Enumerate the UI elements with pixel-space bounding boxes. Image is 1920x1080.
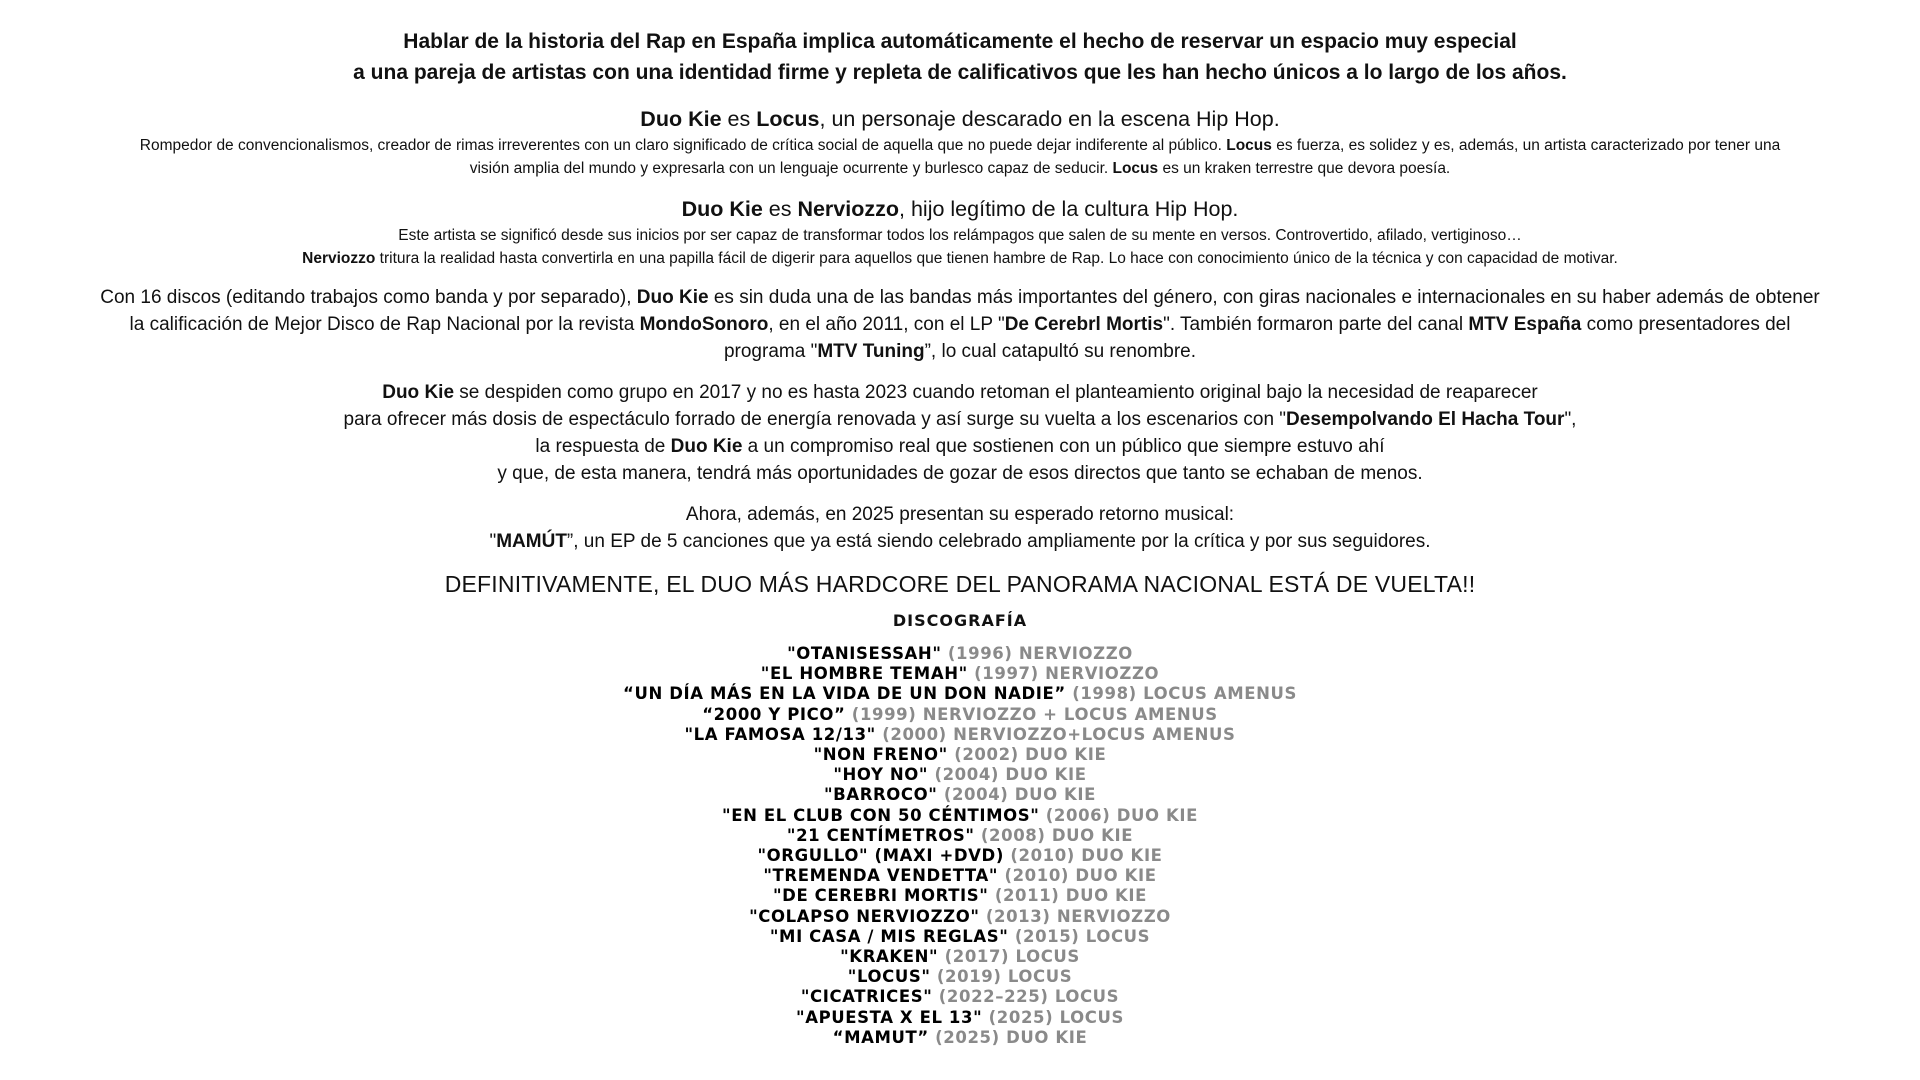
album-year-artist: (2000) NERVIOZZO+LOCUS AMENUS [882, 724, 1236, 744]
album-title: "OTANISESSAH" [787, 644, 942, 663]
discography-item [0, 987, 1920, 1007]
bold-text: Nerviozzo [302, 250, 376, 267]
text: ", [1564, 409, 1577, 430]
album-title: "NON FRENO" [813, 745, 948, 765]
album-year-artist: (2017) LOCUS [944, 947, 1080, 967]
album-year-artist: (2022–225) LOCUS [938, 987, 1120, 1007]
album-title: "APUESTA X EL 13" [796, 1007, 983, 1027]
return-line: y que, de esta manera, tendrá más oportunidades de gozar de esos directos que tanto se echaban de menos. [497, 463, 1423, 484]
discography-item [0, 967, 1920, 987]
text: es fuerza, es solidez y es, además, un artista caracterizado por tener una visión amplia del mundo y expresarla con un lenguaje ocurrente y burlesco capaz de seducir. [469, 137, 1781, 177]
bold-text: Desempolvando El Hacha Tour [1286, 409, 1565, 430]
locus-section [0, 104, 1920, 180]
bold-text: Nerviozzo [797, 197, 900, 221]
intro-text [0, 26, 1920, 88]
discography-item [0, 745, 1920, 765]
album-year-artist: (2025) LOCUS [988, 1007, 1124, 1027]
discography-item [0, 866, 1920, 886]
text: Con 16 discos (editando trabajos como banda y por separado), [100, 287, 637, 308]
ep-line: Ahora, además, en 2025 presentan su esperado retorno musical: [685, 504, 1235, 525]
album-year-artist: (2010) DUO KIE [1004, 866, 1157, 886]
album-year-artist: (2011) DUO KIE [994, 886, 1148, 906]
album-year-artist: (2006) DUO KIE [1045, 805, 1198, 825]
locus-description [0, 134, 1920, 180]
discography-item [0, 927, 1920, 947]
text: se despiden como grupo en 2017 y no es hasta 2023 cuando retoman el planteamiento original bajo la necesidad de reaparecer [454, 382, 1538, 403]
text: es [721, 107, 757, 131]
discography-item [0, 684, 1920, 704]
bold-text: Duo Kie [636, 287, 709, 308]
album-year-artist: (2008) DUO KIE [980, 825, 1134, 845]
album-title: "LOCUS" [847, 967, 931, 987]
album-title: "CICATRICES" [800, 987, 933, 1007]
album-title: "ORGULLO" (MAXI +DVD) [757, 846, 1004, 866]
album-year-artist: (2004) DUO KIE [934, 765, 1087, 785]
album-title: "HOY NO" [833, 765, 929, 785]
bold-text: Locus [1226, 137, 1272, 154]
return-line [100, 433, 1820, 460]
text: ”, lo cual catapultó su renombre. [924, 341, 1197, 362]
album-year-artist: (2019) LOCUS [936, 967, 1073, 987]
album-title: "KRAKEN" [840, 947, 939, 967]
album-year-artist: (2013) NERVIOZZO [985, 906, 1171, 926]
discography-item [0, 846, 1920, 866]
album-title: "BARROCO" [823, 785, 938, 805]
album-title: "EL HOMBRE TEMAH" [760, 664, 968, 684]
album-title: "LA FAMOSA 12/13" [684, 724, 876, 744]
text: ”, un EP de 5 canciones que ya está siendo celebrado ampliamente por la crítica y por sus seguidores. [566, 531, 1431, 552]
album-title: “UN DÍA MÁS EN LA VIDA DE UN DON NADIE” [623, 684, 1066, 704]
locus-heading [0, 104, 1920, 134]
discography-title: DISCOGRAFÍA [892, 611, 1028, 630]
intro-line: a una pareja de artistas con una identidad firme y repleta de calificativos que les han hecho únicos a lo largo de los años. [353, 61, 1567, 84]
return-paragraph [0, 379, 1920, 487]
text: , en el año 2011, con el LP " [768, 314, 1005, 335]
text: es un kraken terrestre que devora poesía. [1158, 160, 1451, 177]
album-title: "DE CEREBRI MORTIS" [772, 886, 989, 906]
album-year-artist: (1996) NERVIOZZO [947, 644, 1133, 663]
discography-item [0, 907, 1920, 927]
discography-item [0, 806, 1920, 826]
discography-item [0, 765, 1920, 785]
return-announcement: DEFINITIVAMENTE, EL DUO MÁS HARDCORE DEL PANORAMA NACIONAL ESTÁ DE VUELTA!! [444, 571, 1476, 597]
discography-list [0, 644, 1920, 1048]
bold-text: MTV Tuning [817, 341, 925, 362]
text: , hijo legítimo de la cultura Hip Hop. [899, 197, 1239, 221]
album-year-artist: (2015) LOCUS [1014, 926, 1151, 946]
text: es [762, 197, 798, 221]
album-year-artist: (1998) LOCUS AMENUS [1072, 684, 1297, 704]
nerviozzo-section [0, 194, 1920, 270]
album-year-artist: (1997) NERVIOZZO [974, 664, 1160, 684]
album-year-artist: (2010) DUO KIE [1010, 846, 1163, 866]
album-year-artist: (2004) DUO KIE [943, 785, 1097, 805]
text: para ofrecer más dosis de espectáculo forrado de energía renovada y así surge su vuelta a los escenarios con " [343, 409, 1287, 430]
bold-text: Duo Kie [670, 436, 743, 457]
discography-item [0, 947, 1920, 967]
text: , un personaje descarado en la escena Hip Hop. [819, 107, 1280, 131]
album-title: "TREMENDA VENDETTA" [763, 866, 999, 886]
text: a un compromiso real que sostienen con un público que siempre estuvo ahí [742, 436, 1385, 457]
text: " [489, 531, 497, 552]
career-text [100, 284, 1820, 365]
album-title: "EN EL CLUB CON 50 CÉNTIMOS" [722, 805, 1040, 825]
discography-item [0, 725, 1920, 745]
album-year-artist: (2002) DUO KIE [954, 745, 1107, 765]
nerviozzo-description [0, 224, 1920, 270]
bold-text: De Cerebrl Mortis [1004, 314, 1164, 335]
return-line [100, 406, 1820, 433]
discography-item [0, 886, 1920, 906]
text: la respuesta de [535, 436, 671, 457]
album-year-artist: (2025) DUO KIE [935, 1027, 1088, 1047]
bold-text: Duo Kie [640, 107, 722, 131]
album-title: “2000 Y PICO” [702, 704, 846, 724]
intro-line: Hablar de la historia del Rap en España implica automáticamente el hecho de reservar un espacio muy especial [403, 30, 1517, 53]
discography-item [0, 1008, 1920, 1028]
nerviozzo-heading [0, 194, 1920, 224]
text: es sin duda una de las bandas más importantes del género, con giras nacionales e internacionales en su haber además de obtener la calificación de Mejor Disco de Rap Nacional por la revista [129, 287, 1820, 335]
album-title: "COLAPSO NERVIOZZO" [749, 906, 980, 926]
bold-text: MondoSonoro [639, 314, 769, 335]
album-title: "21 CENTÍMETROS" [786, 825, 975, 845]
discography-item [0, 705, 1920, 725]
album-title: “MAMUT” [832, 1027, 929, 1047]
discography-item [0, 826, 1920, 846]
album-title: "MI CASA / MIS REGLAS" [769, 926, 1009, 946]
ep-line [100, 528, 1820, 555]
ep-paragraph [0, 501, 1920, 555]
text: Este artista se significó desde sus inicios por ser capaz de transformar todos los relámpagos que salen de su mente en versos. Controvertido, afilado, vertiginoso… [398, 227, 1522, 244]
discography-item [0, 644, 1920, 664]
return-line [100, 379, 1820, 406]
bold-text: Locus [756, 107, 820, 131]
bold-text: Duo Kie [681, 197, 763, 221]
career-paragraph [0, 284, 1920, 365]
bold-text: MTV España [1468, 314, 1582, 335]
bold-text: MAMÚT [496, 531, 567, 552]
text: ". También formaron parte del canal [1163, 314, 1469, 335]
text: tritura la realidad hasta convertirla en una papilla fácil de digerir para aquellos que tienen hambre de Rap. Lo hace con conocimiento único de la técnica y con capacidad de motivar. [375, 250, 1618, 267]
bold-text: Locus [1112, 160, 1159, 177]
bold-text: Duo Kie [382, 382, 455, 403]
discography-item [0, 664, 1920, 684]
discography-item [0, 785, 1920, 805]
album-year-artist: (1999) NERVIOZZO + LOCUS AMENUS [851, 704, 1218, 724]
text: como presentadores del programa " [723, 314, 1791, 362]
text: Rompedor de convencionalismos, creador de rimas irreverentes con un claro significado de crítica social de aquella que no puede dejar indiferente al público. [139, 137, 1227, 154]
discography-item [0, 1028, 1920, 1048]
